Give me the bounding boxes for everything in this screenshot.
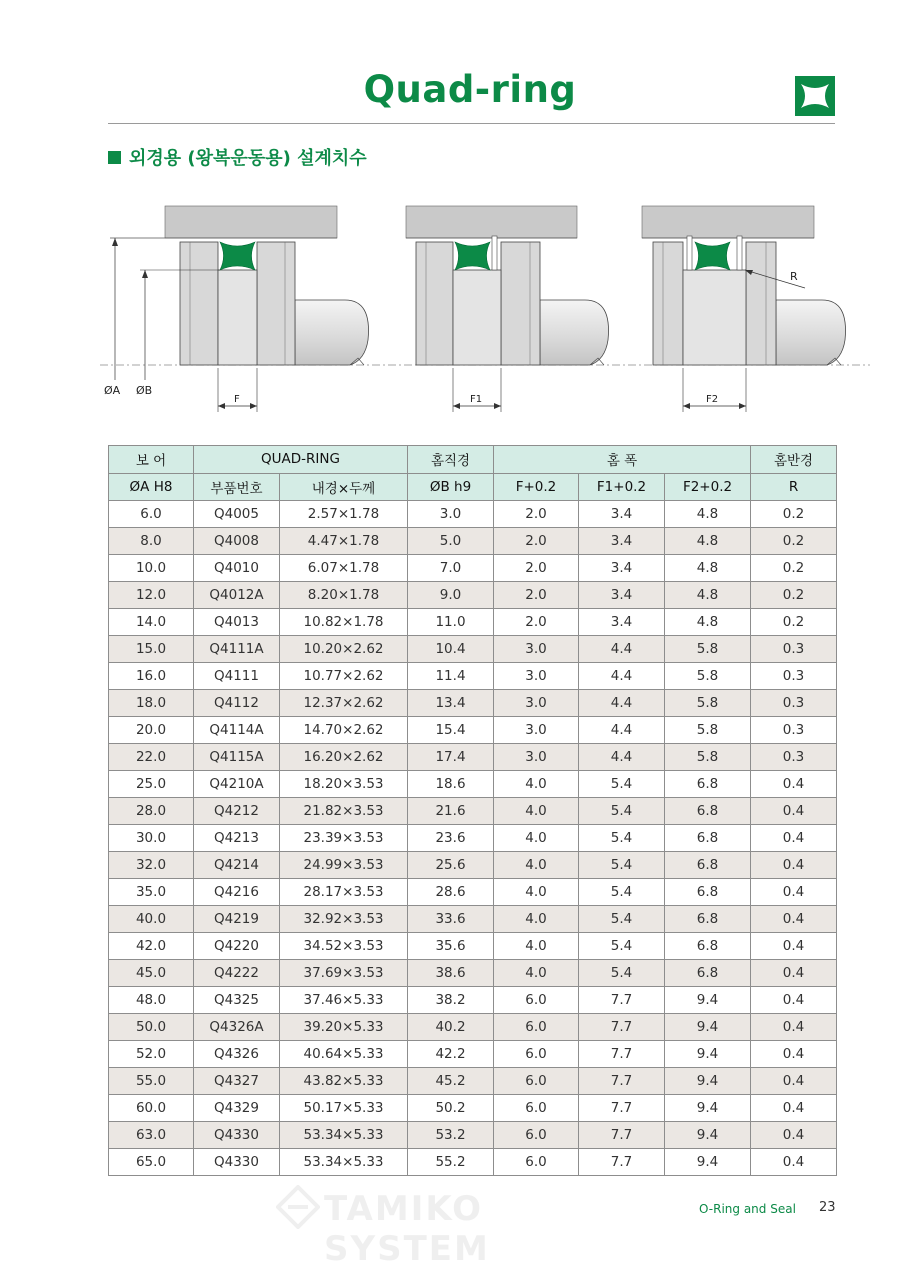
cell-groove-diameter: 3.0 bbox=[408, 501, 494, 528]
quad-ring-logo-icon bbox=[795, 76, 835, 116]
cell-groove-diameter: 17.4 bbox=[408, 744, 494, 771]
cell-id-thickness: 10.77×2.62 bbox=[280, 663, 408, 690]
cell-groove-diameter: 42.2 bbox=[408, 1041, 494, 1068]
cell-id-thickness: 12.37×2.62 bbox=[280, 690, 408, 717]
groove-cross-section-diagram bbox=[100, 200, 870, 425]
cell-f1: 7.7 bbox=[579, 1095, 665, 1122]
table-row bbox=[109, 906, 837, 933]
cell-part-number: Q4219 bbox=[194, 906, 280, 933]
table-row bbox=[109, 933, 837, 960]
cell-part-number: Q4326 bbox=[194, 1041, 280, 1068]
cell-id-thickness: 6.07×1.78 bbox=[280, 555, 408, 582]
table-row bbox=[109, 690, 837, 717]
cell-groove-diameter: 18.6 bbox=[408, 771, 494, 798]
cell-r: 0.4 bbox=[751, 825, 837, 852]
cell-f1: 7.7 bbox=[579, 1122, 665, 1149]
page-number: 23 bbox=[819, 1200, 836, 1215]
cell-f1: 5.4 bbox=[579, 798, 665, 825]
cell-id-thickness: 16.20×2.62 bbox=[280, 744, 408, 771]
cell-groove-diameter: 38.2 bbox=[408, 987, 494, 1014]
table-row bbox=[109, 1122, 837, 1149]
cell-groove-diameter: 9.0 bbox=[408, 582, 494, 609]
cell-part-number: Q4114A bbox=[194, 717, 280, 744]
cell-f2: 4.8 bbox=[665, 582, 751, 609]
cell-f1: 4.4 bbox=[579, 690, 665, 717]
cell-id-thickness: 8.20×1.78 bbox=[280, 582, 408, 609]
cell-bore: 63.0 bbox=[109, 1122, 194, 1149]
header-groove-radius: 홈반경 bbox=[751, 446, 837, 474]
cell-r: 0.4 bbox=[751, 798, 837, 825]
cell-part-number: Q4220 bbox=[194, 933, 280, 960]
cell-f2: 6.8 bbox=[665, 879, 751, 906]
cell-r: 0.4 bbox=[751, 987, 837, 1014]
cell-f2: 9.4 bbox=[665, 1068, 751, 1095]
cell-r: 0.2 bbox=[751, 609, 837, 636]
cell-f1: 4.4 bbox=[579, 663, 665, 690]
cell-f2: 5.8 bbox=[665, 744, 751, 771]
table-row bbox=[109, 879, 837, 906]
cell-groove-diameter: 11.0 bbox=[408, 609, 494, 636]
cell-part-number: Q4212 bbox=[194, 798, 280, 825]
bullet-square-icon bbox=[108, 151, 121, 164]
cell-bore: 52.0 bbox=[109, 1041, 194, 1068]
table-row bbox=[109, 960, 837, 987]
header-f2: F2+0.2 bbox=[665, 473, 751, 501]
cell-f: 2.0 bbox=[494, 528, 579, 555]
cell-f2: 9.4 bbox=[665, 1149, 751, 1176]
cell-f2: 6.8 bbox=[665, 906, 751, 933]
cell-f: 3.0 bbox=[494, 636, 579, 663]
cell-r: 0.3 bbox=[751, 744, 837, 771]
cell-f1: 5.4 bbox=[579, 771, 665, 798]
cell-f2: 9.4 bbox=[665, 1041, 751, 1068]
cell-f1: 3.4 bbox=[579, 609, 665, 636]
diagram-f1 bbox=[406, 206, 609, 412]
cell-bore: 30.0 bbox=[109, 825, 194, 852]
cell-f: 4.0 bbox=[494, 933, 579, 960]
cell-f: 6.0 bbox=[494, 1014, 579, 1041]
cell-part-number: Q4010 bbox=[194, 555, 280, 582]
label-f1: F1 bbox=[470, 394, 483, 405]
tamiko-logo-icon bbox=[276, 1185, 320, 1229]
cell-r: 0.4 bbox=[751, 1149, 837, 1176]
cell-f1: 5.4 bbox=[579, 825, 665, 852]
cell-part-number: Q4330 bbox=[194, 1122, 280, 1149]
cell-groove-diameter: 45.2 bbox=[408, 1068, 494, 1095]
cell-groove-diameter: 55.2 bbox=[408, 1149, 494, 1176]
cell-r: 0.4 bbox=[751, 1095, 837, 1122]
cell-f: 3.0 bbox=[494, 690, 579, 717]
cell-f2: 5.8 bbox=[665, 690, 751, 717]
cell-f1: 4.4 bbox=[579, 636, 665, 663]
table-row bbox=[109, 852, 837, 879]
cell-part-number: Q4210A bbox=[194, 771, 280, 798]
table-row bbox=[109, 1068, 837, 1095]
table-row bbox=[109, 717, 837, 744]
diagram-f bbox=[110, 206, 369, 412]
cell-id-thickness: 37.69×3.53 bbox=[280, 960, 408, 987]
cell-bore: 14.0 bbox=[109, 609, 194, 636]
cell-r: 0.2 bbox=[751, 528, 837, 555]
cell-groove-diameter: 35.6 bbox=[408, 933, 494, 960]
cell-f2: 6.8 bbox=[665, 933, 751, 960]
cell-id-thickness: 14.70×2.62 bbox=[280, 717, 408, 744]
cell-bore: 40.0 bbox=[109, 906, 194, 933]
cell-f2: 4.8 bbox=[665, 609, 751, 636]
cell-f2: 4.8 bbox=[665, 528, 751, 555]
cell-id-thickness: 32.92×3.53 bbox=[280, 906, 408, 933]
cell-f: 4.0 bbox=[494, 798, 579, 825]
cell-id-thickness: 50.17×5.33 bbox=[280, 1095, 408, 1122]
table-row bbox=[109, 636, 837, 663]
cell-bore: 65.0 bbox=[109, 1149, 194, 1176]
cell-r: 0.4 bbox=[751, 1041, 837, 1068]
cell-f2: 9.4 bbox=[665, 1122, 751, 1149]
title-divider bbox=[108, 123, 835, 124]
cell-r: 0.4 bbox=[751, 879, 837, 906]
cell-groove-diameter: 23.6 bbox=[408, 825, 494, 852]
spec-table bbox=[108, 445, 837, 1176]
cell-f: 3.0 bbox=[494, 663, 579, 690]
cell-f1: 3.4 bbox=[579, 501, 665, 528]
cell-bore: 55.0 bbox=[109, 1068, 194, 1095]
cell-f1: 4.4 bbox=[579, 744, 665, 771]
spec-table-body bbox=[109, 501, 837, 1176]
watermark bbox=[272, 1185, 632, 1269]
cell-id-thickness: 37.46×5.33 bbox=[280, 987, 408, 1014]
cell-r: 0.3 bbox=[751, 663, 837, 690]
header-f1: F1+0.2 bbox=[579, 473, 665, 501]
cell-f2: 6.8 bbox=[665, 771, 751, 798]
cell-part-number: Q4214 bbox=[194, 852, 280, 879]
table-row bbox=[109, 1149, 837, 1176]
cell-id-thickness: 28.17×3.53 bbox=[280, 879, 408, 906]
header-ob-h9: ØB h9 bbox=[408, 473, 494, 501]
cell-bore: 22.0 bbox=[109, 744, 194, 771]
cell-id-thickness: 18.20×3.53 bbox=[280, 771, 408, 798]
label-ob: ØB bbox=[136, 384, 153, 397]
cell-part-number: Q4012A bbox=[194, 582, 280, 609]
section-heading bbox=[108, 144, 367, 170]
cell-f2: 5.8 bbox=[665, 717, 751, 744]
cell-f1: 5.4 bbox=[579, 933, 665, 960]
cell-r: 0.3 bbox=[751, 690, 837, 717]
cell-id-thickness: 53.34×5.33 bbox=[280, 1122, 408, 1149]
cell-groove-diameter: 7.0 bbox=[408, 555, 494, 582]
cell-f1: 3.4 bbox=[579, 582, 665, 609]
cell-id-thickness: 34.52×3.53 bbox=[280, 933, 408, 960]
cell-f: 6.0 bbox=[494, 1095, 579, 1122]
cell-f2: 5.8 bbox=[665, 636, 751, 663]
cell-part-number: Q4329 bbox=[194, 1095, 280, 1122]
cell-part-number: Q4213 bbox=[194, 825, 280, 852]
cell-f: 3.0 bbox=[494, 717, 579, 744]
table-row bbox=[109, 1014, 837, 1041]
cell-r: 0.4 bbox=[751, 852, 837, 879]
header-groove-width: 홈 폭 bbox=[494, 446, 751, 474]
cell-r: 0.2 bbox=[751, 582, 837, 609]
cell-r: 0.3 bbox=[751, 717, 837, 744]
table-row bbox=[109, 663, 837, 690]
cell-bore: 15.0 bbox=[109, 636, 194, 663]
table-row bbox=[109, 1095, 837, 1122]
cell-groove-diameter: 50.2 bbox=[408, 1095, 494, 1122]
cell-bore: 28.0 bbox=[109, 798, 194, 825]
watermark-text: TAMIKO SYSTEM bbox=[324, 1189, 490, 1269]
cell-part-number: Q4330 bbox=[194, 1149, 280, 1176]
cell-bore: 6.0 bbox=[109, 501, 194, 528]
cell-bore: 10.0 bbox=[109, 555, 194, 582]
cell-part-number: Q4111A bbox=[194, 636, 280, 663]
table-row bbox=[109, 555, 837, 582]
cell-f: 4.0 bbox=[494, 960, 579, 987]
cell-bore: 25.0 bbox=[109, 771, 194, 798]
table-row bbox=[109, 609, 837, 636]
cell-bore: 20.0 bbox=[109, 717, 194, 744]
table-row bbox=[109, 744, 837, 771]
cell-id-thickness: 21.82×3.53 bbox=[280, 798, 408, 825]
cell-groove-diameter: 38.6 bbox=[408, 960, 494, 987]
cell-f1: 3.4 bbox=[579, 528, 665, 555]
cell-f: 2.0 bbox=[494, 609, 579, 636]
cell-part-number: Q4115A bbox=[194, 744, 280, 771]
cell-id-thickness: 10.82×1.78 bbox=[280, 609, 408, 636]
cell-f2: 4.8 bbox=[665, 555, 751, 582]
cell-r: 0.4 bbox=[751, 1014, 837, 1041]
cell-groove-diameter: 5.0 bbox=[408, 528, 494, 555]
cell-bore: 16.0 bbox=[109, 663, 194, 690]
cell-bore: 60.0 bbox=[109, 1095, 194, 1122]
cell-f1: 3.4 bbox=[579, 555, 665, 582]
cell-f1: 7.7 bbox=[579, 1068, 665, 1095]
cell-bore: 8.0 bbox=[109, 528, 194, 555]
cell-f: 6.0 bbox=[494, 987, 579, 1014]
cell-id-thickness: 43.82×5.33 bbox=[280, 1068, 408, 1095]
table-row bbox=[109, 1041, 837, 1068]
cell-bore: 35.0 bbox=[109, 879, 194, 906]
cell-f: 6.0 bbox=[494, 1068, 579, 1095]
cell-f: 2.0 bbox=[494, 501, 579, 528]
cell-bore: 50.0 bbox=[109, 1014, 194, 1041]
label-f2: F2 bbox=[706, 394, 719, 405]
header-groove-diameter: 홈직경 bbox=[408, 446, 494, 474]
cell-id-thickness: 4.47×1.78 bbox=[280, 528, 408, 555]
cell-part-number: Q4325 bbox=[194, 987, 280, 1014]
cell-bore: 32.0 bbox=[109, 852, 194, 879]
cell-f2: 6.8 bbox=[665, 798, 751, 825]
cell-id-thickness: 10.20×2.62 bbox=[280, 636, 408, 663]
table-row bbox=[109, 582, 837, 609]
label-f: F bbox=[234, 394, 240, 405]
cell-id-thickness: 53.34×5.33 bbox=[280, 1149, 408, 1176]
cell-r: 0.2 bbox=[751, 555, 837, 582]
header-oa-h8: ØA H8 bbox=[109, 473, 194, 501]
cell-f2: 6.8 bbox=[665, 960, 751, 987]
cell-f: 6.0 bbox=[494, 1149, 579, 1176]
cell-f: 2.0 bbox=[494, 582, 579, 609]
cell-part-number: Q4013 bbox=[194, 609, 280, 636]
table-row bbox=[109, 528, 837, 555]
cell-bore: 12.0 bbox=[109, 582, 194, 609]
cell-bore: 18.0 bbox=[109, 690, 194, 717]
cell-groove-diameter: 25.6 bbox=[408, 852, 494, 879]
table-row bbox=[109, 825, 837, 852]
cell-f: 6.0 bbox=[494, 1122, 579, 1149]
cell-part-number: Q4112 bbox=[194, 690, 280, 717]
table-row bbox=[109, 501, 837, 528]
cell-id-thickness: 2.57×1.78 bbox=[280, 501, 408, 528]
cell-groove-diameter: 21.6 bbox=[408, 798, 494, 825]
header-r: R bbox=[751, 473, 837, 501]
cell-groove-diameter: 33.6 bbox=[408, 906, 494, 933]
cell-part-number: Q4111 bbox=[194, 663, 280, 690]
cell-groove-diameter: 11.4 bbox=[408, 663, 494, 690]
cell-f2: 6.8 bbox=[665, 825, 751, 852]
cell-groove-diameter: 53.2 bbox=[408, 1122, 494, 1149]
cell-f1: 5.4 bbox=[579, 960, 665, 987]
cell-f: 4.0 bbox=[494, 771, 579, 798]
section-title: 외경용 (왕복운동용) 설계치수 bbox=[129, 148, 367, 169]
cell-r: 0.4 bbox=[751, 771, 837, 798]
cell-f: 4.0 bbox=[494, 825, 579, 852]
cell-groove-diameter: 15.4 bbox=[408, 717, 494, 744]
cell-groove-diameter: 13.4 bbox=[408, 690, 494, 717]
cell-f2: 5.8 bbox=[665, 663, 751, 690]
header-row-group bbox=[109, 446, 837, 474]
cell-f2: 9.4 bbox=[665, 1014, 751, 1041]
cell-f1: 7.7 bbox=[579, 1014, 665, 1041]
cell-r: 0.4 bbox=[751, 960, 837, 987]
cell-part-number: Q4326A bbox=[194, 1014, 280, 1041]
label-oa: ØA bbox=[104, 384, 121, 397]
cell-bore: 48.0 bbox=[109, 987, 194, 1014]
label-r: R bbox=[790, 270, 798, 283]
cell-f2: 9.4 bbox=[665, 987, 751, 1014]
cell-r: 0.4 bbox=[751, 933, 837, 960]
cell-f: 2.0 bbox=[494, 555, 579, 582]
cell-bore: 45.0 bbox=[109, 960, 194, 987]
cell-groove-diameter: 28.6 bbox=[408, 879, 494, 906]
table-row bbox=[109, 771, 837, 798]
cell-bore: 42.0 bbox=[109, 933, 194, 960]
cell-f1: 7.7 bbox=[579, 1041, 665, 1068]
cell-f1: 7.7 bbox=[579, 1149, 665, 1176]
cell-f: 6.0 bbox=[494, 1041, 579, 1068]
header-part-number: 부품번호 bbox=[194, 473, 280, 501]
cell-f2: 6.8 bbox=[665, 852, 751, 879]
spec-table-header bbox=[109, 446, 837, 501]
cell-f: 4.0 bbox=[494, 906, 579, 933]
cell-part-number: Q4327 bbox=[194, 1068, 280, 1095]
cell-f1: 5.4 bbox=[579, 906, 665, 933]
page-title: Quad-ring bbox=[363, 68, 577, 111]
header-f: F+0.2 bbox=[494, 473, 579, 501]
cell-id-thickness: 24.99×3.53 bbox=[280, 852, 408, 879]
cell-r: 0.4 bbox=[751, 1068, 837, 1095]
cell-id-thickness: 23.39×3.53 bbox=[280, 825, 408, 852]
cell-id-thickness: 40.64×5.33 bbox=[280, 1041, 408, 1068]
header-row-sub bbox=[109, 473, 837, 501]
cell-f1: 5.4 bbox=[579, 879, 665, 906]
header-bore: 보 어 bbox=[109, 446, 194, 474]
table-row bbox=[109, 798, 837, 825]
header-id-thickness: 내경×두께 bbox=[280, 473, 408, 501]
diagram-f2 bbox=[642, 206, 846, 412]
cell-f: 4.0 bbox=[494, 852, 579, 879]
cell-f1: 7.7 bbox=[579, 987, 665, 1014]
cell-r: 0.4 bbox=[751, 1122, 837, 1149]
cell-id-thickness: 39.20×5.33 bbox=[280, 1014, 408, 1041]
cell-part-number: Q4008 bbox=[194, 528, 280, 555]
cell-f: 3.0 bbox=[494, 744, 579, 771]
cell-r: 0.2 bbox=[751, 501, 837, 528]
table-row bbox=[109, 987, 837, 1014]
header-quad-ring: QUAD-RING bbox=[194, 446, 408, 474]
cell-f: 4.0 bbox=[494, 879, 579, 906]
cell-f1: 5.4 bbox=[579, 852, 665, 879]
cell-f2: 9.4 bbox=[665, 1095, 751, 1122]
cell-part-number: Q4005 bbox=[194, 501, 280, 528]
cell-part-number: Q4216 bbox=[194, 879, 280, 906]
cell-r: 0.4 bbox=[751, 906, 837, 933]
cell-groove-diameter: 40.2 bbox=[408, 1014, 494, 1041]
cell-part-number: Q4222 bbox=[194, 960, 280, 987]
cell-groove-diameter: 10.4 bbox=[408, 636, 494, 663]
cell-f1: 4.4 bbox=[579, 717, 665, 744]
footer-label: O-Ring and Seal bbox=[699, 1202, 796, 1216]
cell-r: 0.3 bbox=[751, 636, 837, 663]
cell-f2: 4.8 bbox=[665, 501, 751, 528]
